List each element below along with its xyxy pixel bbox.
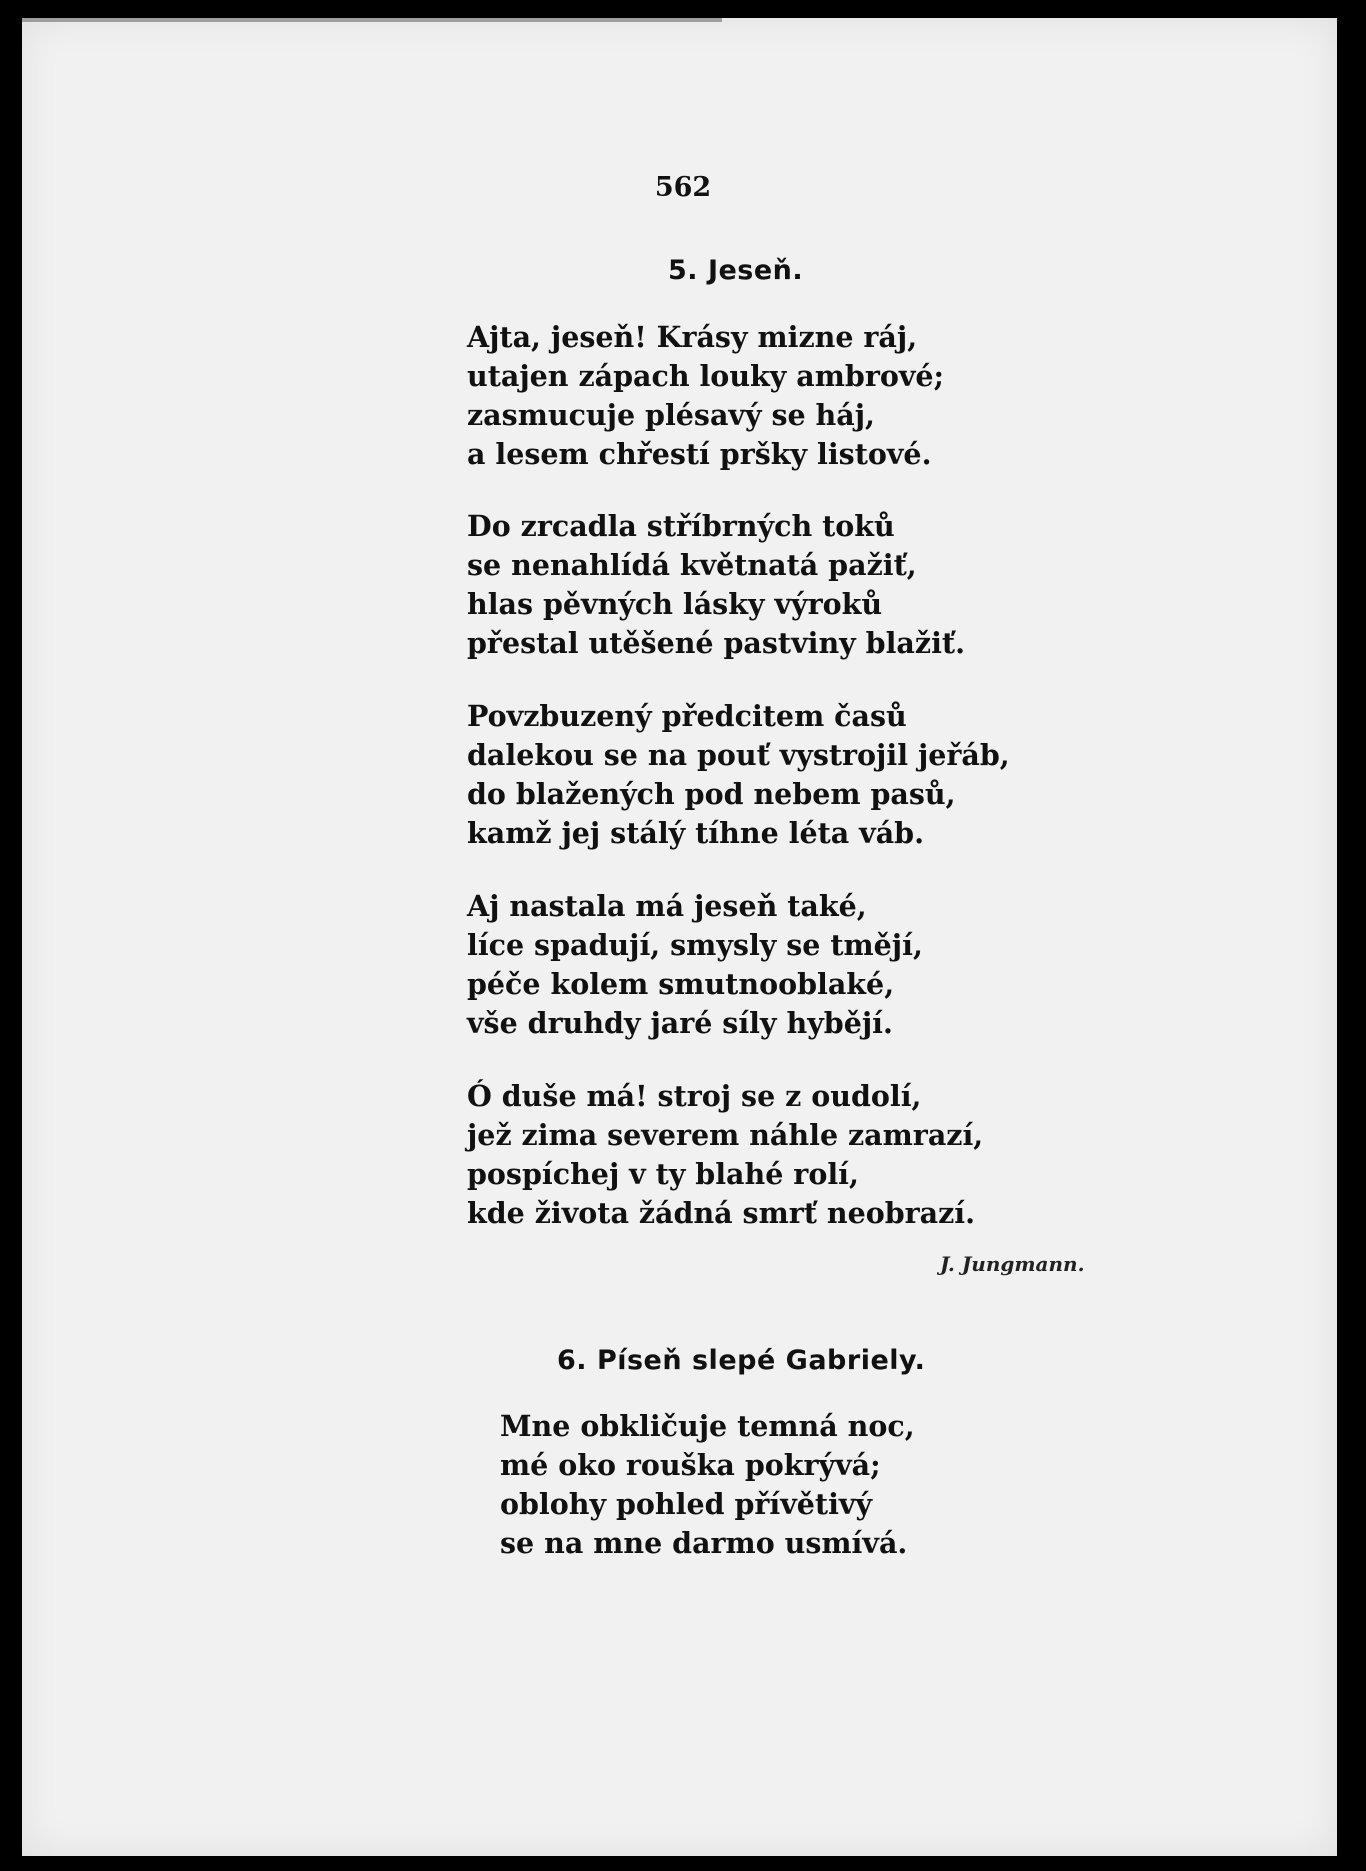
verse-line: Mne obkličuje temná noc, <box>500 1409 915 1443</box>
stanza <box>500 1407 915 1563</box>
stanza <box>467 887 923 1043</box>
stanza <box>467 507 965 663</box>
verse-line: do blažených pod nebem pasů, <box>467 777 956 811</box>
verse-line: kamž jej stálý tíhne léta váb. <box>467 816 925 850</box>
verse-line: Ó duše má! stroj se z oudolí, <box>467 1079 922 1113</box>
verse-line: Povzbuzený předcitem časů <box>467 699 907 733</box>
verse-line: Ajta, jeseň! Krásy mizne ráj, <box>467 320 918 354</box>
stanza <box>467 318 944 474</box>
page-number: 562 <box>654 172 712 203</box>
verse-line: se na mne darmo usmívá. <box>500 1526 908 1560</box>
verse-line: utajen zápach louky ambrové; <box>467 359 945 393</box>
stanza <box>467 1077 983 1233</box>
page-edge-shadow <box>22 18 722 22</box>
verse-line: oblohy pohled přívětivý <box>500 1487 873 1521</box>
verse-line: vše druhdy jaré síly hybějí. <box>467 1006 893 1040</box>
poem-title: 6. Píseň slepé Gabriely. <box>557 1345 926 1376</box>
stanza <box>467 697 1010 853</box>
verse-line: kde života žádná smrť neobrazí. <box>467 1196 976 1230</box>
verse-line: Do zrcadla stříbrných toků <box>467 509 895 543</box>
verse-line: hlas pěvných lásky výroků <box>467 587 883 621</box>
verse-line: dalekou se na pouť vystrojil jeřáb, <box>467 738 1010 772</box>
verse-line: Aj nastala má jeseň také, <box>467 889 867 923</box>
verse-line: péče kolem smutnooblaké, <box>467 967 895 1001</box>
verse-line: a lesem chřestí pršky listové. <box>467 437 932 471</box>
verse-line: se nenahlídá květnatá pažiť, <box>467 548 917 582</box>
poem-title: 5. Jeseň. <box>668 255 804 286</box>
verse-line: zasmucuje plésavý se háj, <box>467 398 875 432</box>
verse-line: jež zima severem náhle zamrazí, <box>467 1118 984 1152</box>
verse-line: líce spadují, smysly se tmějí, <box>467 928 923 962</box>
verse-line: mé oko rouška pokrývá; <box>500 1448 881 1482</box>
verse-line: přestal utěšené pastviny blažiť. <box>467 626 965 660</box>
poem-author: J. Jungmann. <box>940 1252 1085 1276</box>
verse-line: pospíchej v ty blahé rolí, <box>467 1157 859 1191</box>
